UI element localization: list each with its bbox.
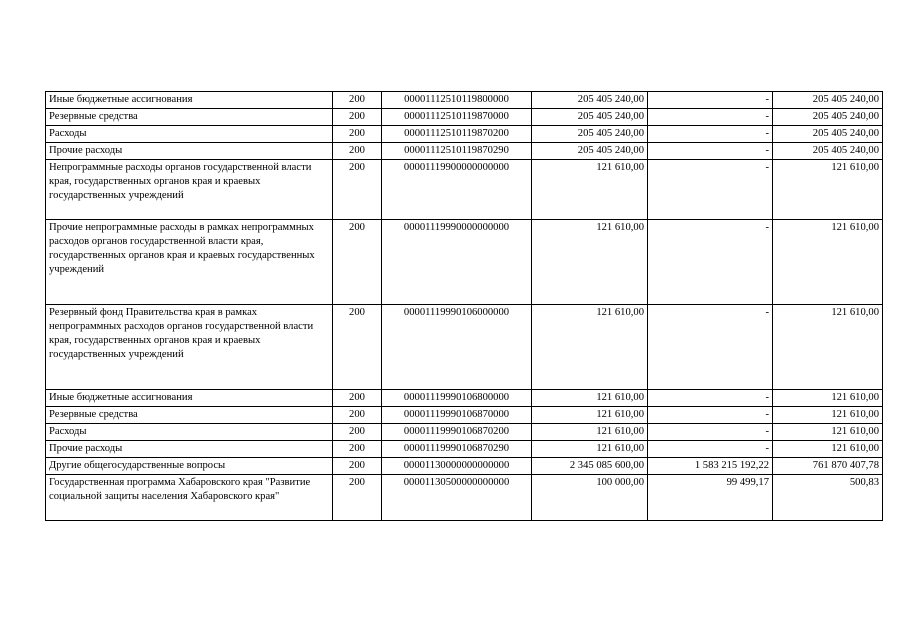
row-kbk: 00001112510119870000 xyxy=(382,109,532,126)
row-kbk: 00001112510119870290 xyxy=(382,143,532,160)
row-exec: - xyxy=(648,92,773,109)
row-exec: - xyxy=(648,109,773,126)
row-kbk: 00001119990106870000 xyxy=(382,407,532,424)
row-exec: - xyxy=(648,424,773,441)
row-plan: 121 610,00 xyxy=(532,390,648,407)
row-rest: 205 405 240,00 xyxy=(773,92,883,109)
row-rest: 121 610,00 xyxy=(773,220,883,305)
table-row xyxy=(46,92,883,109)
table-row xyxy=(46,475,883,521)
row-exec: - xyxy=(648,305,773,390)
row-plan: 121 610,00 xyxy=(532,305,648,390)
row-kbk: 00001130000000000000 xyxy=(382,458,532,475)
row-exec: 1 583 215 192,22 xyxy=(648,458,773,475)
table-row xyxy=(46,160,883,220)
row-kbk: 00001119990000000000 xyxy=(382,220,532,305)
table-row xyxy=(46,390,883,407)
row-kbk: 00001119990106000000 xyxy=(382,305,532,390)
table-row xyxy=(46,458,883,475)
row-rest: 500,83 xyxy=(773,475,883,521)
row-code: 200 xyxy=(333,92,382,109)
row-rest: 121 610,00 xyxy=(773,441,883,458)
budget-table xyxy=(45,91,883,521)
row-exec: - xyxy=(648,407,773,424)
table-row xyxy=(46,424,883,441)
row-plan: 205 405 240,00 xyxy=(532,92,648,109)
row-code: 200 xyxy=(333,441,382,458)
row-plan: 2 345 085 600,00 xyxy=(532,458,648,475)
row-rest: 205 405 240,00 xyxy=(773,143,883,160)
table-row xyxy=(46,109,883,126)
row-rest: 121 610,00 xyxy=(773,160,883,220)
table-row xyxy=(46,441,883,458)
row-plan: 205 405 240,00 xyxy=(532,126,648,143)
row-code: 200 xyxy=(333,458,382,475)
row-plan: 121 610,00 xyxy=(532,441,648,458)
row-code: 200 xyxy=(333,220,382,305)
row-kbk: 00001112510119870200 xyxy=(382,126,532,143)
row-code: 200 xyxy=(333,475,382,521)
row-kbk: 00001130500000000000 xyxy=(382,475,532,521)
row-name: Иные бюджетные ассигнования xyxy=(46,390,333,407)
row-rest: 121 610,00 xyxy=(773,390,883,407)
row-rest: 121 610,00 xyxy=(773,305,883,390)
row-rest: 205 405 240,00 xyxy=(773,109,883,126)
row-name: Прочие расходы xyxy=(46,441,333,458)
row-plan: 100 000,00 xyxy=(532,475,648,521)
row-name: Прочие расходы xyxy=(46,143,333,160)
row-code: 200 xyxy=(333,160,382,220)
row-exec: - xyxy=(648,390,773,407)
row-plan: 205 405 240,00 xyxy=(532,143,648,160)
row-name: Резервные средства xyxy=(46,407,333,424)
row-exec: - xyxy=(648,441,773,458)
row-code: 200 xyxy=(333,305,382,390)
row-name: Резервный фонд Правительства края в рамках непрограммных расходов органов государственной власти края, государственных органов края и краевых государственных учреждений xyxy=(46,305,333,390)
row-plan: 121 610,00 xyxy=(532,220,648,305)
row-exec: - xyxy=(648,143,773,160)
row-kbk: 00001119900000000000 xyxy=(382,160,532,220)
row-name: Государственная программа Хабаровского края "Развитие социальной защиты населения Хабаровского края" xyxy=(46,475,333,521)
row-name: Расходы xyxy=(46,424,333,441)
row-name: Прочие непрограммные расходы в рамках непрограммных расходов органов государственной власти края, государственных органов края и краевых государственных учреждений xyxy=(46,220,333,305)
table-row xyxy=(46,407,883,424)
row-plan: 121 610,00 xyxy=(532,160,648,220)
row-exec: - xyxy=(648,160,773,220)
row-name: Иные бюджетные ассигнования xyxy=(46,92,333,109)
row-rest: 121 610,00 xyxy=(773,424,883,441)
row-rest: 205 405 240,00 xyxy=(773,126,883,143)
row-code: 200 xyxy=(333,407,382,424)
row-exec: 99 499,17 xyxy=(648,475,773,521)
row-rest: 761 870 407,78 xyxy=(773,458,883,475)
row-name: Резервные средства xyxy=(46,109,333,126)
table-row xyxy=(46,220,883,305)
row-code: 200 xyxy=(333,390,382,407)
row-name: Непрограммные расходы органов государственной власти края, государственных органов края и краевых государственных учреждений xyxy=(46,160,333,220)
row-rest: 121 610,00 xyxy=(773,407,883,424)
row-code: 200 xyxy=(333,126,382,143)
row-kbk: 00001112510119800000 xyxy=(382,92,532,109)
row-code: 200 xyxy=(333,109,382,126)
row-plan: 121 610,00 xyxy=(532,424,648,441)
row-kbk: 00001119990106870290 xyxy=(382,441,532,458)
row-kbk: 00001119990106800000 xyxy=(382,390,532,407)
row-exec: - xyxy=(648,126,773,143)
row-name: Другие общегосударственные вопросы xyxy=(46,458,333,475)
row-kbk: 00001119990106870200 xyxy=(382,424,532,441)
row-plan: 205 405 240,00 xyxy=(532,109,648,126)
row-name: Расходы xyxy=(46,126,333,143)
row-plan: 121 610,00 xyxy=(532,407,648,424)
table-row xyxy=(46,305,883,390)
table-row xyxy=(46,143,883,160)
row-code: 200 xyxy=(333,424,382,441)
row-exec: - xyxy=(648,220,773,305)
table-row xyxy=(46,126,883,143)
row-code: 200 xyxy=(333,143,382,160)
